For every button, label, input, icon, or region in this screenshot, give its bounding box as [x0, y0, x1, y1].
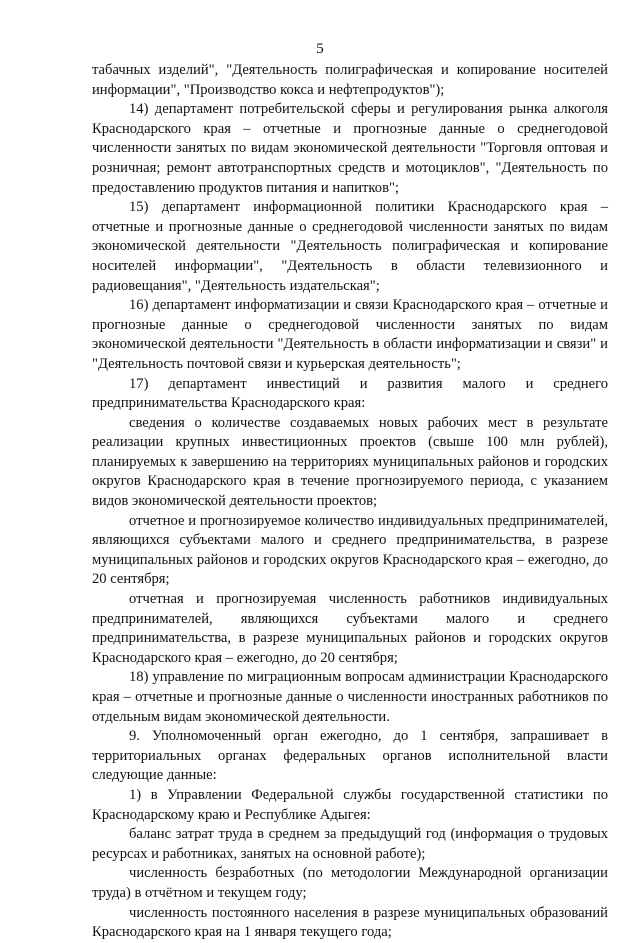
page-number: 5	[316, 41, 324, 57]
paragraph-continuation: табачных изделий", "Деятельность полиграфическая и копирование носителей информации", "Производство кокса и нефтепродуктов");	[92, 62, 608, 98]
paragraph-section-9: 9. Уполномоченный орган ежегодно, до 1 сентября, запрашивает в территориальных органах федеральных органов исполнительной власти следующие данные:	[92, 728, 608, 784]
paragraph-item-14: 14) департамент потребительской сферы и регулирования рынка алкоголя Краснодарского края – отчетные и прогнозные данные о среднегодовой численности занятых по видам экономической деятельности "Торговля оптовая и розничная; ремонт автотранспортных средств и мотоциклов", "Деятельность по предоставлению продуктов питания и напитков";	[92, 101, 608, 196]
paragraph-section-9-item-1: 1) в Управлении Федеральной службы государственной статистики по Краснодарскому краю и Республике Адыгея:	[92, 786, 608, 823]
paragraph-item-18: 18) управление по миграционным вопросам администрации Краснодарского края – отчетные и прогнозные данные о численности иностранных работников по отдельным видам экономической деятельности.	[92, 669, 608, 725]
paragraph-item-17: 17) департамент инвестиций и развития малого и среднего предпринимательства Краснодарского края:	[92, 375, 608, 412]
document-body	[92, 61, 608, 943]
paragraph-item-15: 15) департамент информационной политики Краснодарского края – отчетные и прогнозные данные о среднегодовой численности занятых по видам экономической деятельности "Деятельность полиграфическая и копирование носителей информации", "Деятельность в области телевизионного и радиовещания", "Деятельность издательская";	[92, 199, 608, 294]
paragraph-item-17-workers-count: отчетная и прогнозируемая численность работников индивидуальных предпринимателей, являющихся субъектами малого и среднего предпринимательства, в разрезе муниципальных районов и городских округов Краснодарского края – ежегодно, до 20 сентября;	[92, 591, 608, 666]
paragraph-item-17-new-jobs: сведения о количестве создаваемых новых рабочих мест в результате реализации крупных инвестиционных проектов (свыше 100 млн рублей), планируемых к завершению на территориях муниципальных районов и городских округов Краснодарского края в течение прогнозируемого периода, с указанием видов экономической деятельности проектов;	[92, 414, 608, 510]
paragraph-population: численность постоянного населения в разрезе муниципальных образований Краснодарского края на 1 января текущего года;	[92, 904, 608, 941]
paragraph-labor-balance: баланс затрат труда в среднем за предыдущий год (информация о трудовых ресурсах и работниках, занятых на основной работе);	[92, 826, 608, 862]
paragraph-item-16: 16) департамент информатизации и связи Краснодарского края – отчетные и прогнозные данные о среднегодовой численности занятых по видам экономической деятельности "Деятельность в области информатизации и связи" и "Деятельность почтовой связи и курьерская деятельность";	[92, 297, 608, 372]
paragraph-item-17-entrepreneurs-count: отчетное и прогнозируемое количество индивидуальных предпринимателей, являющихся субъектами малого и среднего предпринимательства, в разрезе муниципальных районов и городских округов Краснодарского края – ежегодно, до 20 сентября;	[92, 512, 608, 588]
paragraph-unemployed: численность безработных (по методологии Международной организации труда) в отчётном и текущем году;	[92, 865, 608, 901]
